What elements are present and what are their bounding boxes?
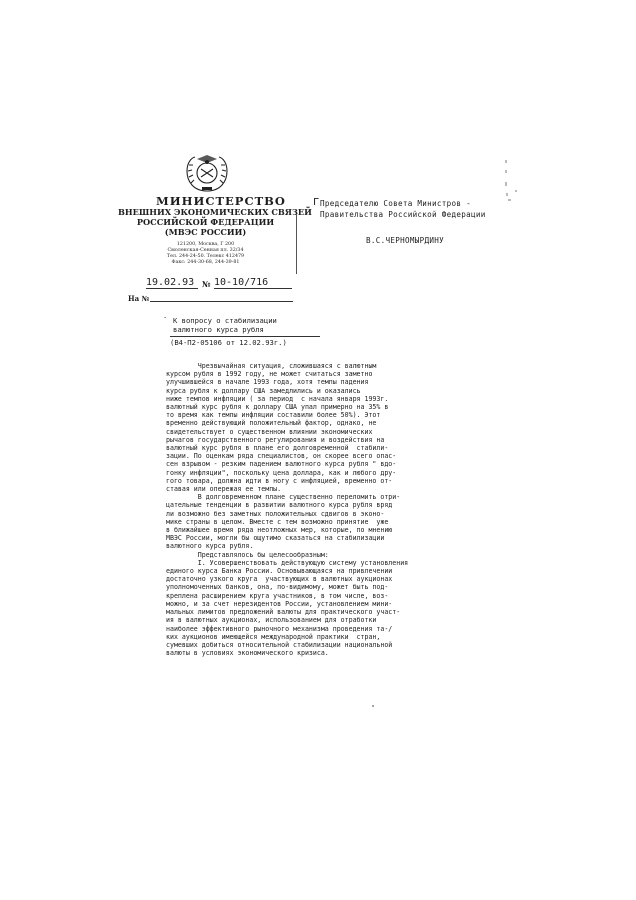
body-line: ких аукционов имеющейся международной практики стран, [166,632,381,641]
body-line: единого курса Банка России. Основывающаяся на привлечении [166,567,393,576]
body-line: ли возможно без заметных положительных сдвигов в эконо- [166,509,385,518]
ministry-abbreviation: (МВЭС РОССИИ) [164,227,247,237]
body-line: МВЭС России, могли бы ощутимо сказаться на стабилизации [166,534,385,543]
document-number: 10-10/716 [214,277,292,289]
body-line: гонку инфляции", поскольку цена доллара, как и любого дру- [166,468,397,477]
body-line: то время как темпы инфляции составили более 50%). Этот [166,411,381,420]
body-line: сумевших добиться относительной стабилизации национальной [166,640,393,649]
body-line: ставая или опережая ее темпы. [166,485,282,494]
address-line-4: Факс: 244-30-68, 244-39-81 [171,260,240,265]
body-line: I. Усовершенствовать действующую систему установления [166,558,409,567]
subject-line-1: К вопросу о стабилизации [173,316,277,325]
body-line: сен взрывом - резким падением валютного курса рубля " вдо- [166,460,397,469]
body-line: валютного курса рубля. [166,542,254,551]
body-line: ия в валютных аукционах, использованием для отработки [166,616,377,625]
ministry-name-line-1: ВНЕШНИХ ЭКОНОМИЧЕСКИХ СВЯЗЕЙ [118,207,312,217]
recipient-title-line-2: Правительства Российской Федерации [320,210,486,219]
address-line-1: 121200, Москва, Г 200 [176,242,235,247]
body-line: временно действующий положительный фактор, однако, не [166,419,377,428]
body-line: валюты в условиях экономического кризиса. [166,649,329,658]
body-line: ниже темпов инфляции ( за период с начала января 1993г. [166,394,389,403]
body-line: улучшившейся в начале 1993 года, хотя темпы падения [166,378,369,387]
address-bracket: Г [313,197,320,208]
recipient-name: В.С.ЧЕРНОМЫРДИНУ [366,236,444,245]
subject-mark: · [163,314,168,322]
ministry-name-line-2: РОССИЙСКОЙ ФЕДЕРАЦИИ [136,217,275,227]
body-line: можно, и за счет нерезидентов России, установлением мини- [166,599,393,608]
body-line: курса рубля к доллару США замедлились и оказались [166,386,361,395]
body-line: Чрезвычайная ситуация, сложившаяся с валютным [166,362,377,370]
body-line: цательные тенденции в развитии валютного курса рубля вряд [166,501,393,510]
body-line: курсом рубля в 1992 году, не может считаться заметно [166,370,373,379]
body-line: В долговременном плане существенно переломить отри- [166,493,401,502]
address-line-3: Тел. 244-24-50. Телекс 412479 [166,254,245,259]
body-line: наиболее эффективного рыночного механизма проведения та-/ [166,624,393,633]
recipient-title-line-1: Председателю Совета Министров - [320,199,472,208]
body-line: гого товара, должна идти в ногу с инфляцией, временно от- [166,476,393,485]
body-line: достаточно узкого круга участвующих в валютных аукционах [166,575,393,584]
letterhead-divider [296,214,297,274]
address-line-2: Смоленская-Сенная пл. 32/34 [167,248,244,253]
state-emblem-icon [183,153,231,195]
body-line: зации. По оценкам ряда специалистов, он скорее всего опас- [166,452,397,461]
body-line: Представлялось бы целесообразным: [166,550,329,559]
body-line: мальных лимитов предложений валюты для практического участ- [166,608,401,617]
body-line: рычагов государственного регулирования и воздействия на [166,435,385,444]
subject-line-2: валютного курса рубля [173,325,264,334]
body-line: валютный курс рубля к доллару США упал примерно на 35% в [166,403,389,412]
body-line: мике страны в целом. Вместе с тем возможно принятие уже [166,517,389,526]
body-line: в ближайшее время ряда неотложных мер, которые, по мнению [166,526,393,535]
body-line: креплена расширением круга участников, в том числе, воз- [166,591,389,600]
document-date: 19.02.93 [146,277,198,289]
body-line: уполномоченных банков, она, по-видимому, может быть под- [166,583,389,592]
reference-line [150,301,293,302]
number-label: № [202,279,211,289]
body-line: валютный курс рубля в плане его долговременной стабили- [166,444,389,453]
reference-label: На № [128,294,150,303]
ministry-title: МИНИСТЕРСТВО [156,194,286,208]
letter-body [166,362,502,657]
body-line: свидетельствует о существенном влиянии экономических [166,427,373,436]
subject-reference: (В4-П2-05106 от 12.02.93г.) [170,336,320,347]
